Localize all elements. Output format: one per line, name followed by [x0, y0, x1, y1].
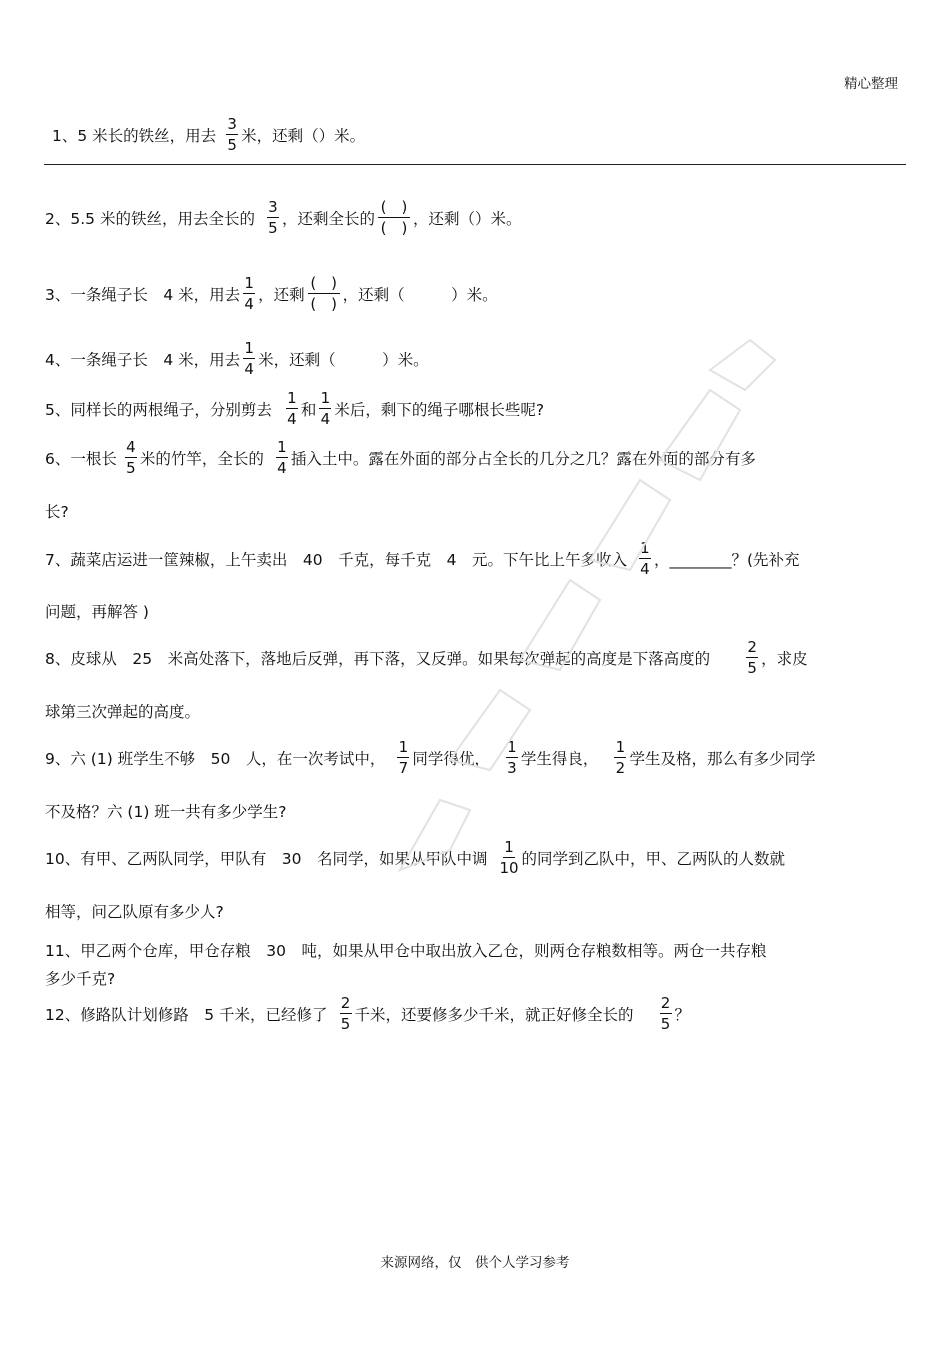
q1-text-a: 1、5 米长的铁丝，用去: [52, 127, 217, 145]
question-1: [52, 117, 365, 153]
q7-text-c: 问题，再解答 ): [45, 603, 149, 621]
q3-text-a: 3、一条绳子长 4 米，用去: [45, 286, 241, 304]
question-2: [45, 200, 521, 236]
q5-text-b: 和: [300, 401, 317, 419]
q5-text-a: 5、同样长的两根绳子，分别剪去: [45, 401, 272, 419]
q5-text-c: 米后，剩下的绳子哪根长些呢?: [334, 401, 545, 419]
q9-text-b: 同学得优，: [412, 750, 490, 768]
q8-text-c: 球第三次弹起的高度。: [45, 703, 201, 721]
q10-text-c: 相等，问乙队原有多少人?: [45, 903, 224, 921]
q9-text-d: 学生及格，那么有多少同学: [629, 750, 816, 768]
q2-text-b: ，还剩全长的: [281, 210, 375, 228]
question-12: [45, 996, 690, 1032]
q6-fraction-1: $\frac{4}{5}$: [126, 438, 136, 477]
q6-text-d: 长?: [45, 503, 69, 521]
q12-text-b: 千米，还要修多少千米，就正好修全长的: [354, 1006, 634, 1024]
header-rule: [44, 164, 906, 165]
q9-fraction-3: $\frac{1}{2}$: [615, 738, 626, 777]
q9-text-e: 不及格？六 (1) 班一共有多少学生?: [45, 803, 287, 821]
q9-text-a: 9、六 (1) 班学生不够 50 人，在一次考试中，: [45, 750, 386, 768]
q12-fraction-1: $\frac{2}{5}$: [340, 994, 351, 1033]
q10-text-b: 的同学到乙队中，甲、乙两队的人数就: [521, 850, 786, 868]
q11-text-b: 多少千克?: [45, 970, 116, 988]
q8-text-b: ，求皮: [761, 650, 808, 668]
q3-text-c: ，还剩（ ）米。: [342, 286, 498, 304]
q5-fraction-1: $\frac{1}{4}$: [287, 389, 297, 428]
q8-fraction-1: $\frac{2}{5}$: [747, 638, 757, 677]
q3-text-b: ，还剩: [258, 286, 305, 304]
question-4: [45, 341, 429, 377]
q6-fraction-2: $\frac{1}{4}$: [277, 438, 287, 477]
watermark-graphic: [380, 330, 800, 890]
q2-text-c: ，还剩（）米。: [412, 210, 522, 228]
q1-fraction-1: $\frac{3}{5}$: [227, 115, 237, 154]
q12-fraction-2: $\frac{2}{5}$: [660, 994, 671, 1033]
q6-text-c: 插入土中。露在外面的部分占全长的几分之几？露在外面的部分有多: [290, 450, 756, 468]
q9-fraction-2: $\frac{1}{3}$: [507, 738, 517, 777]
q9-fraction-1: $\frac{1}{7}$: [398, 738, 409, 777]
q9-text-c: 学生得良，: [520, 750, 599, 768]
q11-text-a: 11、甲乙两个仓库，甲仓存粮 30 吨，如果从甲仓中取出放入乙仓，则两仓存粮数相等。两仓一共存粮: [45, 942, 767, 960]
q6-text-b: 米的竹竿，全长的: [139, 450, 264, 468]
q2-fraction-blank: $\frac{( )}{( )}$: [378, 200, 410, 236]
q8-text-a: 8、皮球从 25 米高处落下，落地后反弹，再下落，又反弹。如果每次弹起的高度是下落高度的: [45, 650, 711, 668]
q3-fraction-blank: $\frac{( )}{( )}$: [308, 276, 340, 312]
q10-text-a: 10、有甲、乙两队同学，甲队有 30 名同学，如果从甲队中调: [45, 850, 488, 868]
q1-text-b: 米，还剩（）米。: [241, 127, 366, 145]
q7-fraction-1: $\frac{1}{4}$: [640, 539, 650, 578]
q2-text-a: 2、5.5 米的铁丝，用去全长的: [45, 210, 255, 228]
header-tag: 精心整理: [844, 76, 898, 92]
question-3: [45, 276, 498, 312]
q2-fraction-1: $\frac{3}{5}$: [268, 198, 278, 237]
q12-text-c: ？: [674, 1006, 691, 1024]
q10-fraction-1: $\frac{1}{10}$: [499, 838, 519, 877]
q7-text-b: ，________？(先补充: [653, 551, 800, 569]
q4-fraction-1: $\frac{1}{4}$: [244, 339, 254, 378]
q12-text-a: 12、修路队计划修路 5 千米，已经修了: [45, 1006, 328, 1024]
q4-text-a: 4、一条绳子长 4 米，用去: [45, 351, 241, 369]
q3-fraction-1: $\frac{1}{4}$: [244, 274, 254, 313]
footer-text: 来源网络，仅 供个人学习参考: [380, 1255, 570, 1271]
q4-text-b: 米，还剩（ ）米。: [258, 351, 429, 369]
q7-text-a: 7、蔬菜店运进一筐辣椒，上午卖出 40 千克，每千克 4 元。下午比上午多收入: [45, 551, 627, 569]
q5-fraction-2: $\frac{1}{4}$: [320, 389, 331, 428]
q6-text-a: 6、一根长: [45, 450, 117, 468]
